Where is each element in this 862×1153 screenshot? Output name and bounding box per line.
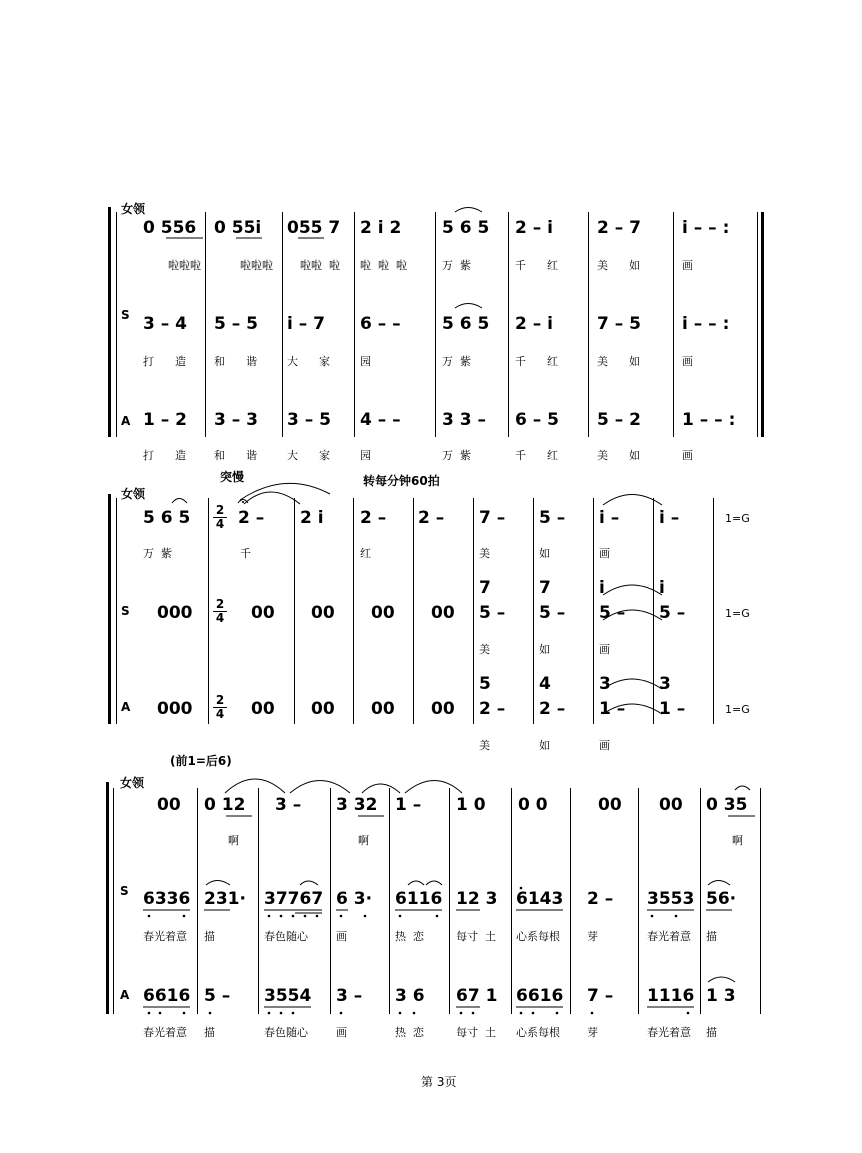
lyric: 啦啦啦 <box>240 259 273 272</box>
measure-notes: 0 556 <box>143 218 197 238</box>
lyric: 春光着意 <box>143 1026 187 1039</box>
key-signature: 1=G <box>725 607 750 620</box>
lyric: 啦啦 啦 <box>300 259 340 272</box>
lyric: 画 <box>599 739 610 752</box>
measure-notes: 6143 <box>516 889 564 909</box>
measure-notes: i – – : <box>682 218 730 238</box>
measure-notes: 6616 <box>143 986 191 1006</box>
lyric: 春光着意 <box>143 930 187 943</box>
lyric: 描 <box>706 930 717 943</box>
lyric: 啦 啦 啦 <box>360 259 407 272</box>
lyric: 每寸 土 <box>456 930 496 943</box>
measure-notes: 5 – 2 <box>597 410 641 430</box>
chord-bottom: 5 – <box>659 603 686 623</box>
lyric: 园 <box>360 449 371 462</box>
rest-group: 00 <box>251 699 275 719</box>
lyric: 画 <box>682 259 693 272</box>
lyric: 春色随心 <box>264 930 308 943</box>
measure-notes: 4 – – <box>360 410 401 430</box>
chord-top: 3 <box>659 674 671 694</box>
measure-notes: 3 – <box>336 986 363 1006</box>
lyric: 热 恋 <box>395 930 424 943</box>
measure-notes: 6 – – <box>360 314 401 334</box>
lyric: 园 <box>360 355 371 368</box>
lyric: 热 恋 <box>395 1026 424 1039</box>
measure-notes: i – <box>599 508 620 528</box>
rest-group: 000 <box>157 699 193 719</box>
rest-group: 00 <box>431 699 455 719</box>
lyric: 啊 <box>358 834 369 847</box>
measure-notes: 0 12 <box>204 795 246 815</box>
lyric: 千 红 <box>515 355 558 368</box>
chord-top: 7 <box>539 578 551 598</box>
measure-notes: 5 6 5 <box>442 218 490 238</box>
part-label-alto: A <box>121 700 131 714</box>
lyric: 和 谐 <box>214 355 257 368</box>
lyric: 万 紫 <box>442 355 471 368</box>
measure-notes: i – 7 <box>287 314 325 334</box>
chord-top: 5 <box>479 674 491 694</box>
measure-notes: 5 6 5 <box>143 508 191 528</box>
rest-group: 000 <box>157 603 193 623</box>
measure-notes: 00 <box>157 795 181 815</box>
rest-group: 00 <box>251 603 275 623</box>
lyric: 万 紫 <box>442 449 471 462</box>
measure-notes: 2 – <box>418 508 445 528</box>
lyric: 如 <box>539 547 550 560</box>
measure-notes: 1 – 2 <box>143 410 187 430</box>
measure-notes: 2 – <box>238 508 265 528</box>
lyric: 美 如 <box>597 449 640 462</box>
lyric: 如 <box>539 739 550 752</box>
lyric: 美 如 <box>597 259 640 272</box>
measure-notes: 3 – <box>275 795 302 815</box>
measure-notes: 0 0 <box>518 795 548 815</box>
measure-notes: 7 – 5 <box>597 314 641 334</box>
lyric: 大 家 <box>287 355 330 368</box>
ts-top: 2 <box>215 503 225 517</box>
chord-bottom: 1 – <box>599 699 626 719</box>
rest-group: 00 <box>371 699 395 719</box>
lyric: 心系每根 <box>516 1026 560 1039</box>
ts-bottom: 4 <box>213 707 227 721</box>
measure-notes: 0 55i <box>214 218 262 238</box>
chord-bottom: 5 – <box>599 603 626 623</box>
measure-notes: 231· <box>204 889 246 909</box>
lyric: 画 <box>599 643 610 656</box>
measure-notes: 37767 <box>264 889 324 909</box>
tempo-change: 突慢 <box>220 470 245 484</box>
measure-notes: 3 – 3 <box>214 410 258 430</box>
page-number: 第 3页 <box>421 1075 457 1089</box>
measure-notes: 1 3 <box>706 986 736 1006</box>
chord-bottom: 2 – <box>479 699 506 719</box>
measure-notes: 00 <box>598 795 622 815</box>
measure-notes: 7 – <box>587 986 614 1006</box>
chord-bottom: 1 – <box>659 699 686 719</box>
measure-notes: 3 – 4 <box>143 314 187 334</box>
measure-notes: 6616 <box>516 986 564 1006</box>
measure-notes: 3554 <box>264 986 312 1006</box>
measure-notes: i – – : <box>682 314 730 334</box>
measure-notes: 1116 <box>647 986 695 1006</box>
part-label-alto: A <box>120 988 130 1002</box>
lyric: 美 <box>479 547 490 560</box>
measure-notes: 055 7 <box>287 218 341 238</box>
measure-notes: 67 1 <box>456 986 498 1006</box>
lyric: 千 <box>240 547 251 560</box>
measure-notes: 2 i 2 <box>360 218 402 238</box>
lyric: 如 <box>539 643 550 656</box>
lyric: 芽 <box>587 1026 598 1039</box>
lyric: 啊 <box>732 834 743 847</box>
measure-notes: 3 32 <box>336 795 378 815</box>
measure-notes: i – <box>659 508 680 528</box>
measure-notes: 6116 <box>395 889 443 909</box>
measure-notes: 2 – i <box>515 218 553 238</box>
ts-bottom: 4 <box>213 517 227 531</box>
ts-top: 2 <box>215 693 225 707</box>
measure-notes: 5 – <box>204 986 231 1006</box>
rest-group: 00 <box>311 699 335 719</box>
lyric: 心系每根 <box>516 930 560 943</box>
lyric: 描 <box>204 930 215 943</box>
measure-notes: 6336 <box>143 889 191 909</box>
key-change: (前1=后6) <box>170 754 232 768</box>
lyric: 描 <box>706 1026 717 1039</box>
measure-notes: 3 6 <box>395 986 425 1006</box>
lyric: 春色随心 <box>264 1026 308 1039</box>
measure-notes: 6 3· <box>336 889 373 909</box>
measure-notes: 1 – – : <box>682 410 736 430</box>
measure-notes: 2 – i <box>515 314 553 334</box>
lyric: 打 造 <box>143 449 186 462</box>
lyric: 画 <box>336 930 347 943</box>
rest-group: 00 <box>371 603 395 623</box>
lyric: 打 造 <box>143 355 186 368</box>
measure-notes: 7 – <box>479 508 506 528</box>
chord-bottom: 5 – <box>539 603 566 623</box>
lyric: 春光着意 <box>647 1026 691 1039</box>
measure-notes: 12 3 <box>456 889 498 909</box>
lyric: 和 谐 <box>214 449 257 462</box>
measure-notes: 56· <box>706 889 737 909</box>
lyric: 画 <box>336 1026 347 1039</box>
measure-notes: 3553 <box>647 889 695 909</box>
lyric: 画 <box>682 449 693 462</box>
measure-notes: 1 0 <box>456 795 486 815</box>
lyric: 每寸 土 <box>456 1026 496 1039</box>
key-signature: 1=G <box>725 512 750 525</box>
chord-bottom: 2 – <box>539 699 566 719</box>
measure-notes: 5 – <box>539 508 566 528</box>
chord-top: 7 <box>479 578 491 598</box>
measure-notes: 1 – <box>395 795 422 815</box>
measure-notes: 5 6 5 <box>442 314 490 334</box>
lyric: 红 <box>360 547 371 560</box>
lyric: 千 红 <box>515 259 558 272</box>
part-label-soprano: S <box>120 884 129 898</box>
lyric: 美 如 <box>597 355 640 368</box>
lyric: 春光着意 <box>647 930 691 943</box>
chord-top: i <box>659 578 665 598</box>
lyric: 万 紫 <box>442 259 471 272</box>
part-label-lead: 女领 <box>120 776 145 790</box>
measure-notes: 00 <box>659 795 683 815</box>
lyric: 大 家 <box>287 449 330 462</box>
rest-group: 00 <box>431 603 455 623</box>
key-signature: 1=G <box>725 703 750 716</box>
lyric: 描 <box>204 1026 215 1039</box>
lyric: 画 <box>599 547 610 560</box>
part-label-soprano: S <box>121 308 130 322</box>
measure-notes: 3 – 5 <box>287 410 331 430</box>
measure-notes: 0 35 <box>706 795 748 815</box>
tempo-mark: 转每分钟60拍 <box>363 474 440 488</box>
measure-notes: 3 3 – <box>442 410 486 430</box>
measure-notes: 2 – <box>587 889 614 909</box>
measure-notes: 2 – <box>360 508 387 528</box>
measure-notes: 5 – 5 <box>214 314 258 334</box>
chord-bottom: 5 – <box>479 603 506 623</box>
chord-top: i <box>599 578 605 598</box>
lyric: 美 <box>479 739 490 752</box>
lyric: 万 紫 <box>143 547 172 560</box>
measure-notes: 6 – 5 <box>515 410 559 430</box>
chord-top: 3 <box>599 674 611 694</box>
chord-top: 4 <box>539 674 551 694</box>
part-label-lead: 女领 <box>121 487 146 501</box>
lyric: 画 <box>682 355 693 368</box>
part-label-soprano: S <box>121 604 130 618</box>
rest-group: 00 <box>311 603 335 623</box>
ts-bottom: 4 <box>213 611 227 625</box>
measure-notes: 2 – 7 <box>597 218 641 238</box>
lyric: 啦啦啦 <box>168 259 201 272</box>
lyric: 美 <box>479 643 490 656</box>
ts-top: 2 <box>215 597 225 611</box>
lyric: 千 红 <box>515 449 558 462</box>
lyric: 芽 <box>587 930 598 943</box>
lyric: 啊 <box>228 834 239 847</box>
part-label-alto: A <box>121 414 131 428</box>
part-label-lead: 女领 <box>121 202 146 216</box>
measure-notes: 2 i <box>300 508 324 528</box>
